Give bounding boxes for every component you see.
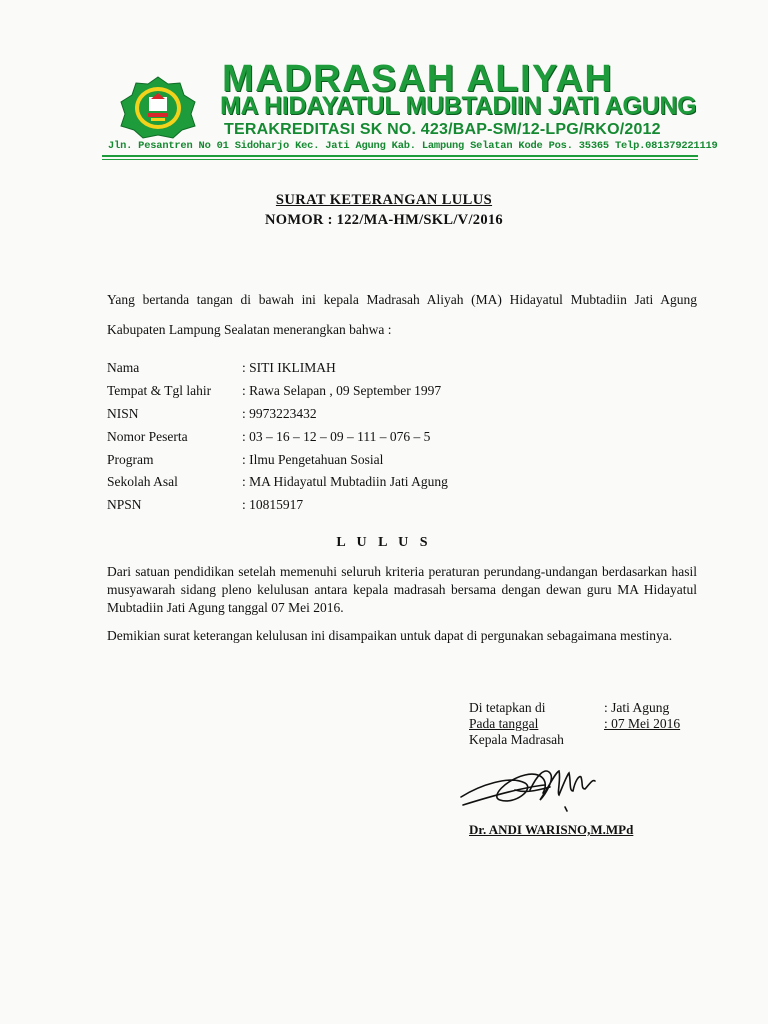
letterhead-accreditation: TERAKREDITASI SK NO. 423/BAP-SM/12-LPG/RKO/2012 <box>224 121 661 138</box>
letterhead-school-name: MA HIDAYATUL MUBTADIIN JATI AGUNG <box>220 92 697 120</box>
sign-place-row: Di tetapkan di : Jati Agung <box>469 700 670 715</box>
field-row: Tempat & Tgl lahir : Rawa Selapan , 09 September 1997 <box>107 383 442 398</box>
intro-paragraph: Yang bertanda tangan di bawah ini kepala Madrasah Aliyah (MA) Hidayatul Mubtadiin Jati Agung Kabupaten Lampung Sealatan menerangkan bahwa : <box>107 292 697 337</box>
school-emblem-icon <box>118 75 198 139</box>
field-row: NISN : 9973223432 <box>107 406 317 421</box>
document-title: SURAT KETERANGAN LULUS <box>275 192 493 208</box>
field-row: Nomor Peserta : 03 – 16 – 12 – 09 – 111 – 076 – 5 <box>107 429 431 444</box>
letterhead-rule-thin <box>102 159 698 160</box>
letterhead-rule <box>102 155 698 157</box>
signer-name: Dr. ANDI WARISNO,M.MPd <box>469 822 634 837</box>
handwritten-signature <box>455 745 615 825</box>
letterhead-line1: MADRASAH ALIYAH <box>222 58 614 100</box>
body-paragraph-1: Dari satuan pendidikan setelah memenuhi seluruh kriteria peraturan perundang-undangan berdasarkan hasil musyawarah sidang pleno kelulusan antara kepala madrasah bersama dengan dewan guru MA Hidayatul Mubtadiin Jati Agung tanggal 07 Mei 2016. <box>107 564 697 615</box>
field-row: Program : Ilmu Pengetahuan Sosial <box>107 452 384 467</box>
field-row: Sekolah Asal : MA Hidayatul Mubtadiin Jati Agung <box>107 474 448 489</box>
field-row: NPSN : 10815917 <box>107 497 304 512</box>
letterhead-address: Jln. Pesantren No 01 Sidoharjo Kec. Jati Agung Kab. Lampung Selatan Kode Pos. 35365 Telp.081379221119 <box>108 140 718 152</box>
body-paragraph-2: Demikian surat keterangan kelulusan ini disampaikan untuk dapat di pergunakan sebagaimana mestinya. <box>107 628 673 643</box>
document-number: NOMOR : 122/MA-HM/SKL/V/2016 <box>265 212 503 228</box>
result-heading: L U L U S <box>336 535 432 550</box>
sign-position: Kepala Madrasah <box>469 732 564 747</box>
sign-date-row: Pada tanggal : 07 Mei 2016 <box>469 716 681 731</box>
field-row: Nama : SITI IKLIMAH <box>107 360 336 375</box>
